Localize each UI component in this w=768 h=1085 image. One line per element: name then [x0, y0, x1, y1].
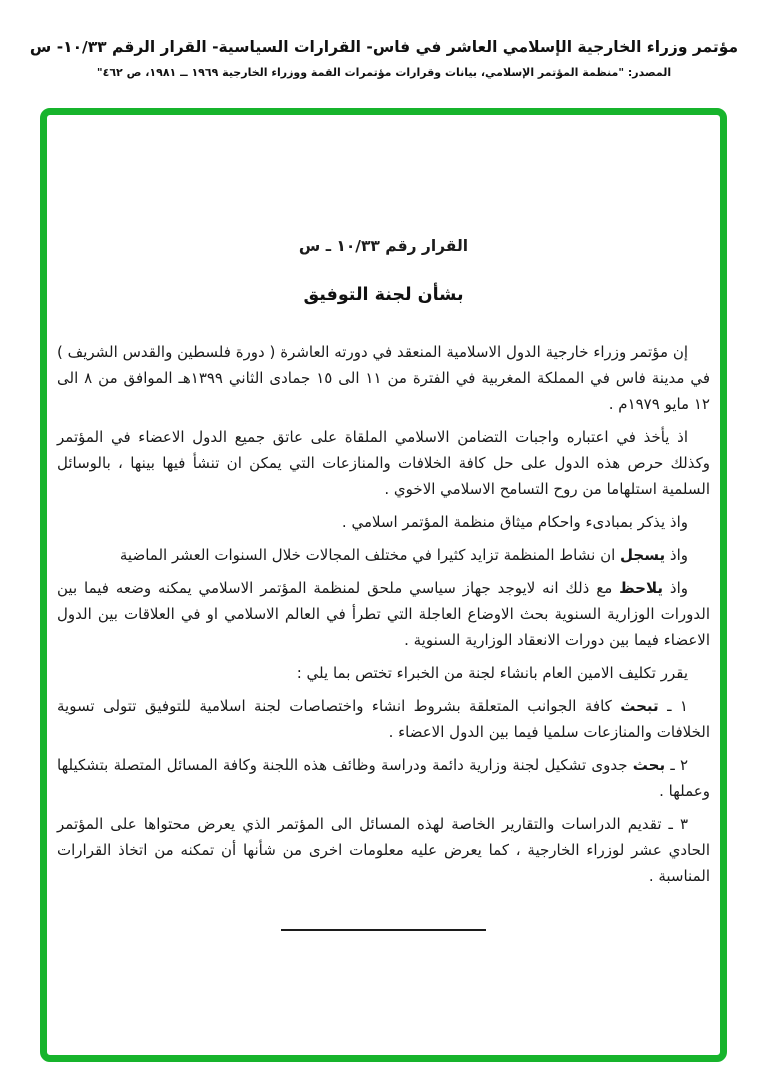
- document-paragraph: [57, 752, 710, 804]
- paragraph-text-run: كافة الجوانب المتعلقة بشروط انشاء واختصاصات لجنة اسلامية للتوفيق تتولى تسوية الخلافات والمنازعات سلميا فيما بين الدول الاعضاء .: [57, 697, 710, 741]
- document-paragraph: [57, 575, 710, 653]
- decree-subject-title: بشأن لجنة التوفيق: [303, 285, 464, 305]
- paragraph-text-run: ١ ـ: [658, 697, 688, 715]
- paragraph-bold-run: يسجل: [620, 546, 666, 564]
- document-paragraph: [57, 542, 710, 568]
- decree-number-title: القرار رقم ١٠/٣٣ ـ س: [298, 237, 469, 255]
- paragraph-text-run: واذ: [665, 546, 688, 564]
- document-paragraph: [57, 660, 710, 686]
- header-source-line: المصدر: "منظمة المؤتمر الإسلامي، بيانات وقرارات مؤتمرات القمة ووزراء الخارجية ١٩٦٩ ــ ١٩٨١، ص ٤٦٢": [96, 66, 672, 79]
- paragraph-text-run: ٣ ـ تقديم الدراسات والتقارير الخاصة لهذه المسائل الى المؤتمر الذي يعرض محتواها على المؤتمر الحادي عشر لوزراء الخارجية ، كما يعرض عليه معلومات اخرى من شأنها أن تمكنه من اتخاذ القرارات المناسبة .: [57, 815, 710, 885]
- paragraph-bold-run: بحث: [632, 756, 666, 774]
- paragraph-container: [57, 339, 710, 889]
- document-paragraph: [57, 693, 710, 745]
- paragraph-text-run: مع ذلك انه لايوجد جهاز سياسي ملحق لمنظمة المؤتمر الاسلامي يمكنه وضعه فيما بين الدورات الوزارية السنوية بحث الاوضاع العاجلة التي تطرأ في العالم الاسلامي او في العلاقات بين الدول الاعضاء فيما بين دورات الانعقاد الوزارية السنوية .: [57, 579, 710, 649]
- paragraph-bold-run: تبحث: [620, 697, 659, 715]
- paragraph-text-run: ان نشاط المنظمة تزايد كثيرا في مختلف المجالات خلال السنوات العشر الماضية: [119, 546, 621, 564]
- paragraph-bold-run: يلاحظ: [619, 579, 664, 597]
- paragraph-text-run: ٢ ـ: [665, 756, 688, 774]
- header-citation-line: مؤتمر وزراء الخارجية الإسلامي العاشر في فاس- القرارات السياسية- القرار الرقم ١٠/٣٣- س: [29, 38, 739, 56]
- paragraph-text-run: إن مؤتمر وزراء خارجية الدول الاسلامية المنعقد في دورته العاشرة ( دورة فلسطين والقدس الشريف ) في مدينة فاس في المملكة المغربية في الفترة من ١١ الى ١٥ جمادى الثاني ١٣٩٩هـ الموافق من ٨ الى ١٢ مايو ١٩٧٩م .: [57, 343, 710, 413]
- document-body: [47, 115, 720, 1055]
- document-header: [0, 38, 768, 79]
- paragraph-text-run: واذ: [663, 579, 689, 597]
- paragraph-text-run: جدوى تشكيل لجنة وزارية دائمة ودراسة وظائف هذه اللجنة وكافة المسائل المتصلة بتشكيلها وعملها .: [57, 756, 710, 800]
- document-paragraph: [57, 424, 710, 502]
- paragraph-text-run: اذ يأخذ في اعتباره واجبات التضامن الاسلامي الملقاة على عاتق جميع الدول الاعضاء في المؤتمر وكذلك حرص هذه الدول على حل كافة الخلافات والمنازعات التي يمكن ان تنشأ فيها بينها ، بالوسائل السلمية استلهاما من روح التسامح الاسلامي الاخوي .: [57, 428, 710, 498]
- paragraph-text-run: يقرر تكليف الامين العام بانشاء لجنة من الخبراء تختص بما يلي :: [296, 664, 688, 682]
- end-divider: [281, 929, 486, 931]
- document-paragraph: [57, 811, 710, 889]
- document-paragraph: [57, 339, 710, 417]
- paragraph-text-run: واذ يذكر بمبادىء واحكام ميثاق منظمة المؤتمر اسلامي .: [341, 513, 688, 531]
- document-paragraph: [57, 509, 710, 535]
- document-frame: [40, 108, 727, 1062]
